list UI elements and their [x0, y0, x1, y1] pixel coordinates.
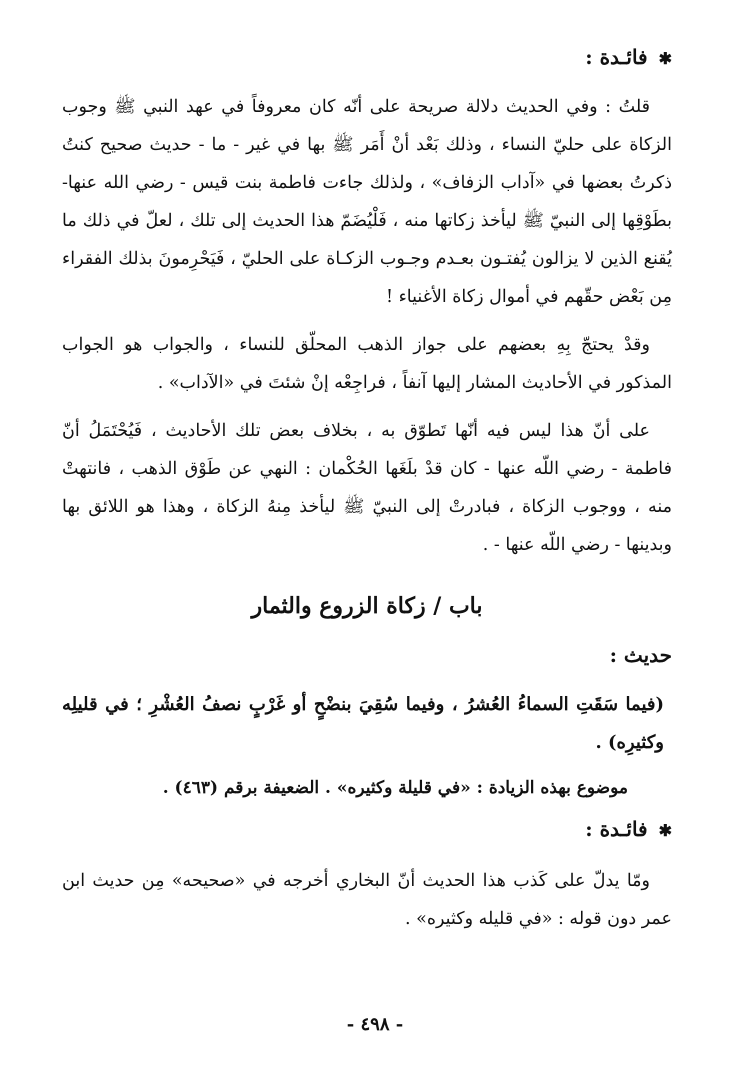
- benefit-heading-1-text: فائـدة :: [585, 45, 648, 69]
- benefit-heading-2-text: فائـدة :: [585, 817, 648, 841]
- hadith-heading: حديث :: [609, 643, 672, 667]
- benefit-heading-2: [62, 812, 672, 848]
- benefit-heading-1: [62, 40, 672, 76]
- chapter-title: باب / زكاة الزروع والثمار: [251, 593, 483, 619]
- hadith-verdict: موضوع بهذه الزيادة : «في قليلة وكثيره» . الضعيفة برقم (٤٦٣) .: [162, 778, 628, 798]
- paragraph-conclusion: على أنّ هذا ليس فيه أنّها تَطوّق به ، بخلاف بعض تلك الأحاديث ، فَيُحْتَمَلُ أنّ فاطمة - رضي اللّه عنها - كان قدْ بلَغَها الحُكْمان : النهي عن طَوْق الذهب ، فانتهتْ منه ، ووجوب الزكاة ، فبادرتْ إلى النبيّ ﷺ ليأخذ مِنهُ الزكاة ، وهذا هو اللائق بها وبدينها - رضي اللّه عنها - .: [62, 421, 672, 555]
- hadith-text: (فيما سَقَتِ السماءُ العُشرُ ، وفيما سُقِيَ بنضْحٍ أو غَرْبٍ نصفُ العُشْرِ ؛ في قليلِه وكثيرِه) .: [62, 694, 664, 753]
- paragraph-benefit: ومّا يدلّ على كَذب هذا الحديث أنّ البخاري أخرجه في «صحيحه» مِن حديث ابن عمر دون قوله : «في قليله وكثيره» .: [62, 871, 672, 929]
- asterisk-icon-2: ✱: [658, 821, 672, 840]
- asterisk-icon: ✱: [658, 49, 672, 68]
- paragraph-argument: وقدْ يحتجّ بِهِ بعضهم على جواز الذهب المحلّق للنساء ، والجواب هو الجواب المذكور في الأحاديث المشار إليها آنفاً ، فراجِعْه إنْ شئتَ في «الآداب» .: [62, 335, 672, 393]
- paragraph-commentary: قلتُ : وفي الحديث دلالة صريحة على أنّه كان معروفاً في عهد النبي ﷺ وجوب الزكاة على حليّ النساء ، وذلك بَعْد أنْ أَمَر ﷺ بها في غير - ما - حديث صحيح كنتُ ذكرتُ بعضها في «آداب الزفاف» ، ولذلك جاءت فاطمة بنت قيس - رضي الله عنها- بطَوْقِها إلى النبيّ ﷺ ليأخذ زكاتها منه ، فَلْيُضَمّ هذا الحديث إلى تلك ، لعلّ في ذلك ما يُقنع الذين لا يزالون يُفتـون بعـدم وجـوب الزكـاة على الحليّ ، فَيَحْرِمونَ بذلك الفقراء مِن بَعْض حقّهم في أموال زكاة الأغنياء !: [62, 97, 672, 307]
- page-number: - ٤٩٨ -: [346, 1014, 404, 1035]
